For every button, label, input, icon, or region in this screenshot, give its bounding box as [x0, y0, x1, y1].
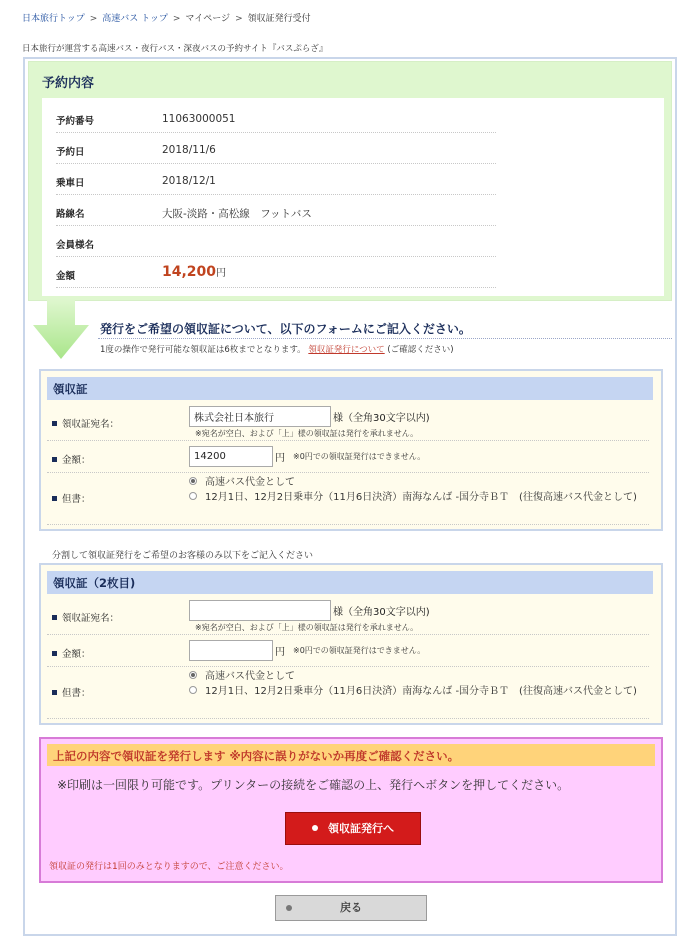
receipt-name-suffix: 様（全角30文字以内) — [333, 607, 430, 618]
receipt-name-suffix: 様（全角30文字以内) — [333, 413, 430, 424]
price-unit: 円 — [216, 268, 227, 279]
receipt-memo-label: 但書： — [52, 685, 91, 699]
receipt-amount-suffix: 円 — [275, 453, 285, 464]
breadcrumb-separator: > — [89, 14, 98, 24]
memo-option-2[interactable]: 12月1日、12月2日乗車分（11月6日決済）南海なんば -国分寺ＢＴ (往復高速バス代金として) — [189, 685, 649, 699]
divider — [98, 338, 672, 339]
amount-value — [162, 264, 226, 280]
print-note: ※印刷は一回限り可能です。プリンターの接続をご確認の上、発行へボタンを押してください。 — [57, 778, 570, 792]
note-prefix: 1度の操作で発行可能な領収証は6枚までとなります。 — [100, 345, 306, 355]
receipt-memo-row — [47, 473, 649, 525]
receipt-memo-row — [47, 667, 649, 719]
confirm-heading: 上記の内容で領収証を発行します ※内容に誤りがないか再度ご確認ください。 — [47, 744, 655, 766]
row-label: 路線名 — [56, 209, 85, 220]
receipt-amount-label: 金額： — [52, 646, 91, 660]
row-label: 会員様名 — [56, 240, 95, 251]
reservation-row-boarding-date — [56, 164, 496, 195]
back-button[interactable]: 戻る — [275, 895, 427, 921]
receipt-name-row — [47, 597, 649, 635]
receipt-name-note: ※宛名が空白、および「上」様の領収証は発行を承れません。 — [195, 429, 419, 438]
bullet-dot-icon — [312, 825, 318, 831]
instructions-note — [100, 343, 454, 355]
breadcrumb-link-bus-top[interactable]: 高速バス トップ — [102, 14, 168, 24]
row-label: 予約番号 — [56, 116, 95, 127]
row-value: 11063000051 — [162, 113, 236, 125]
receipt-name-row — [47, 403, 649, 441]
receipt-amount-label: 金額： — [52, 452, 91, 466]
receipt-name-input[interactable] — [189, 406, 331, 427]
receipt-memo-label: 但書： — [52, 491, 91, 505]
receipt-form-title: 領収証 — [47, 377, 653, 400]
receipt-amount-input[interactable] — [189, 640, 273, 661]
square-bullet-icon — [52, 690, 57, 695]
breadcrumb — [22, 11, 311, 24]
receipt-form-1 — [39, 369, 663, 531]
row-value: 2018/12/1 — [162, 175, 216, 187]
row-label: 乗車日 — [56, 178, 85, 189]
breadcrumb-link-mypage[interactable]: マイページ — [185, 14, 231, 24]
down-arrow-icon — [33, 299, 89, 359]
memo-option-2[interactable]: 12月1日、12月2日乗車分（11月6日決済）南海なんば -国分寺ＢＴ (往復高速バス代金として) — [189, 491, 649, 505]
radio-selected-icon[interactable] — [189, 477, 197, 485]
receipt-name-input[interactable] — [189, 600, 331, 621]
confirm-panel — [39, 737, 663, 883]
radio-unselected-icon[interactable] — [189, 492, 197, 500]
split-note: 分割して領収証発行をご希望のお客様のみ以下をご記入ください — [52, 551, 314, 561]
main-container — [23, 57, 677, 936]
breadcrumb-current: 領収証発行受付 — [247, 14, 311, 24]
square-bullet-icon — [52, 496, 57, 501]
receipt-form-title: 領収証（2枚目) — [47, 571, 653, 594]
memo-option-1[interactable]: 高速バス代金として — [189, 476, 649, 490]
reservation-details — [42, 98, 664, 296]
price-number: 14,200 — [162, 264, 217, 280]
receipt-amount-row — [47, 441, 649, 473]
radio-selected-icon[interactable] — [189, 671, 197, 679]
row-value: 2018/11/6 — [162, 144, 216, 156]
receipt-amount-note: ※0円での領収証発行はできません。 — [293, 646, 426, 655]
note-suffix: (ご確認ください) — [387, 345, 454, 355]
reservation-row-member — [56, 226, 496, 257]
receipt-form-2 — [39, 563, 663, 725]
bullet-dot-icon — [286, 905, 292, 911]
confirm-footnote: 領収証の発行は1回のみとなりますので、ご注意ください。 — [49, 862, 289, 872]
radio-unselected-icon[interactable] — [189, 686, 197, 694]
receipt-amount-row — [47, 635, 649, 667]
receipt-name-label: 領収証宛名： — [52, 416, 119, 430]
breadcrumb-separator: > — [235, 14, 243, 24]
site-description: 日本旅行が運営する高速バス・夜行バス・深夜バスの予約サイト『バスぷらざ』 — [22, 44, 328, 54]
receipt-name-note: ※宛名が空白、および「上」様の領収証は発行を承れません。 — [195, 623, 419, 632]
breadcrumb-link-nta-top[interactable]: 日本旅行トップ — [22, 14, 85, 24]
row-value: 大阪-淡路・高松線 フットバス — [162, 208, 312, 220]
reservation-row-route — [56, 195, 496, 226]
square-bullet-icon — [52, 615, 57, 620]
breadcrumb-separator: > — [172, 14, 181, 24]
reservation-row-amount — [56, 257, 496, 288]
row-label: 予約日 — [56, 147, 85, 158]
square-bullet-icon — [52, 651, 57, 656]
square-bullet-icon — [52, 457, 57, 462]
instructions-title: 発行をご希望の領収証について、以下のフォームにご記入ください。 — [100, 322, 471, 336]
issue-receipt-button[interactable]: 領収証発行へ — [285, 812, 421, 845]
square-bullet-icon — [52, 421, 57, 426]
reservation-row-date — [56, 133, 496, 164]
reservation-row-number — [56, 102, 496, 133]
receipt-info-link[interactable]: 領収証発行について — [308, 345, 385, 355]
receipt-amount-suffix: 円 — [275, 647, 285, 658]
memo-option-1[interactable]: 高速バス代金として — [189, 670, 649, 684]
receipt-amount-input[interactable] — [189, 446, 273, 467]
reservation-panel — [28, 61, 672, 301]
row-label: 金額 — [56, 271, 76, 282]
receipt-amount-note: ※0円での領収証発行はできません。 — [293, 452, 426, 461]
reservation-title: 予約内容 — [42, 76, 95, 91]
receipt-name-label: 領収証宛名： — [52, 610, 119, 624]
